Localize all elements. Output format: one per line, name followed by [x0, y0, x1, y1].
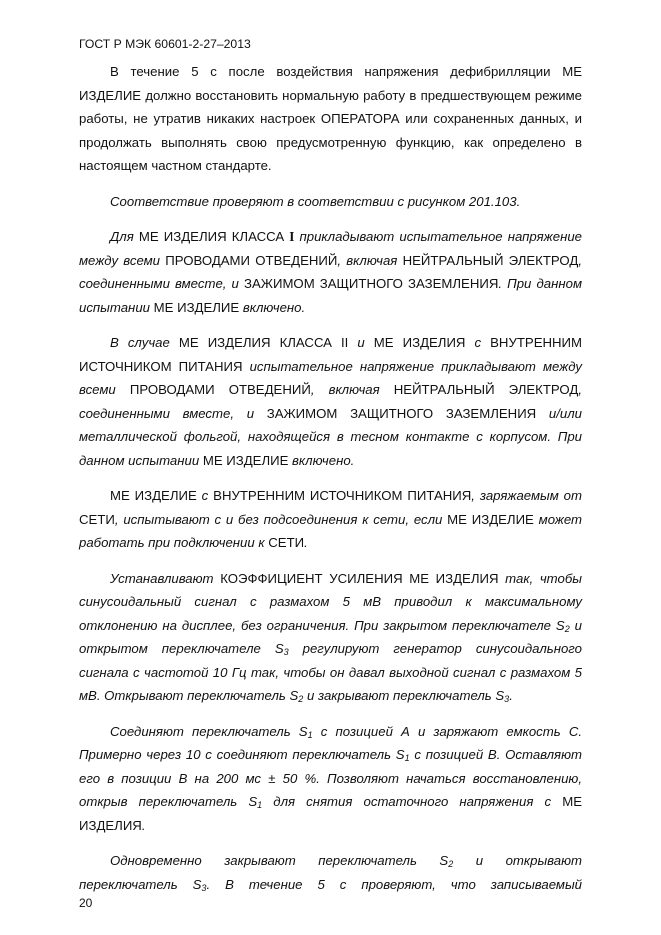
- paragraph-class-ii-test: В случае МЕ ИЗДЕЛИЯ КЛАССА II и МЕ ИЗДЕЛИЯ с ВНУТРЕННИМ ИСТОЧНИКОМ ПИТАНИЯ испытательное напряжение прикладывают между всеми ПРОВОДАМИ ОТВЕДЕНИЙ, включая НЕЙТРАЛЬНЫЙ ЭЛЕКТРОД, соединенными вместе, и ЗАЖИМОМ ЗАЩИТНОГО ЗАЗЕМЛЕНИЯ и/или металлической фольгой, находящейся в тесном контакте с корпусом. При данном испытании МЕ ИЗДЕЛИЕ включено.: [79, 335, 582, 468]
- document-body: [79, 60, 582, 908]
- paragraph-recovery-requirement: В течение 5 с после воздействия напряжения дефибрилляции МЕ ИЗДЕЛИЕ должно восстановить нормальную работу в предшествующем режиме работы, не утратив никаких настроек ОПЕРАТОРА или сохраненных данных, и продолжать выполнять свою предусмотренную функцию, как определено в настоящем частном стандарте.: [79, 64, 582, 173]
- page-number: 20: [79, 896, 93, 910]
- document-header: ГОСТ Р МЭК 60601-2-27–2013: [79, 37, 251, 51]
- paragraph-gain-setup: Устанавливают КОЭФФИЦИЕНТ УСИЛЕНИЯ МЕ ИЗДЕЛИЯ так, чтобы синусоидальный сигнал с размахом 5 мВ приводил к максимальному отклонению на дисплее, без ограничения. При закрытом переключателе $S_2$ и открытом переключателе $S_3$ регулируют генератор синусоидального сигнала с частотой 10 Гц так, чтобы он давал выходной сигнал с размахом 5 мВ. Открывают переключатель $S_2$ и закрывают переключатель $S_3$.: [79, 570, 582, 704]
- paragraph-switch-procedure: Соединяют переключатель $S_1$ с позицией А и заряжают емкость С. Примерно через 10 с соединяют переключатель $S_1$ с позицией В. Оставляют его в позиции В на 200 мс ± 50 %. Позволяют начаться восстановлению, открыв переключатель $S_1$ для снятия остаточного напряжения с МЕ ИЗДЕЛИЯ.: [79, 723, 583, 833]
- paragraph-internal-power-test: МЕ ИЗДЕЛИЕ с ВНУТРЕННИМ ИСТОЧНИКОМ ПИТАНИЯ, заряжаемым от СЕТИ, испытывают с и без подсоединения к сети, если МЕ ИЗДЕЛИЕ может работать при подключении к СЕТИ.: [79, 488, 582, 550]
- paragraph-class-i-test: Для МЕ ИЗДЕЛИЯ КЛАССА I прикладывают испытательное напряжение между всеми ПРОВОДАМИ ОТВЕДЕНИЙ, включая НЕЙТРАЛЬНЫЙ ЭЛЕКТРОД, соединенными вместе, и ЗАЖИМОМ ЗАЩИТНОГО ЗАЗЕМЛЕНИЯ. При данном испытании МЕ ИЗДЕЛИЕ включено.: [79, 229, 583, 315]
- paragraph-compliance: Соответствие проверяют в соответствии с рисунком 201.103.: [110, 193, 521, 209]
- paragraph-simultaneous-switch: Одновременно закрывают переключатель $S_2$ и открывают переключатель $S_3$. В течение 5 с проверяют, что записываемый: [79, 853, 583, 893]
